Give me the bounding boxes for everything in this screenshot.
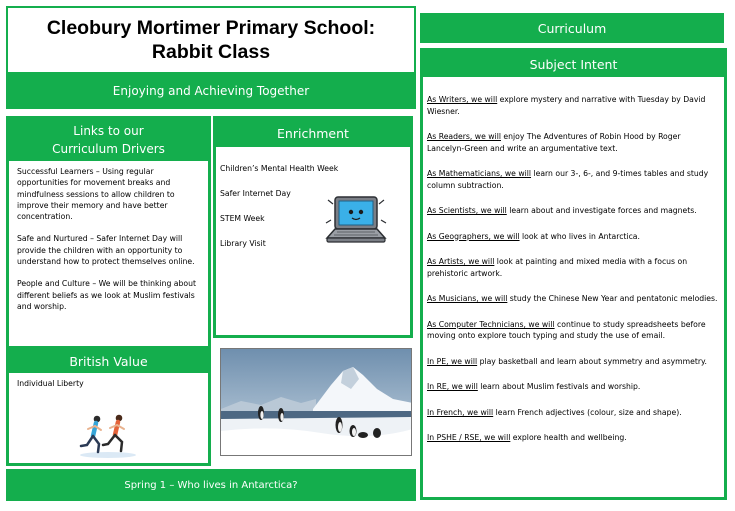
intent-item (427, 293, 718, 305)
page-title-line2: Rabbit Class (151, 41, 271, 63)
intent-text: look at who lives in Antarctica. (519, 231, 640, 241)
curriculum-drivers-panel (6, 116, 211, 349)
intent-lead: As Scientists, we will (427, 206, 507, 215)
intent-item (427, 94, 718, 117)
subject-intent-panel (420, 48, 727, 500)
intent-lead: In PSHE / RSE, we will (427, 433, 511, 442)
intent-item (427, 356, 718, 368)
runners-icon (77, 411, 139, 459)
intent-text: look at painting and mixed media with a focus on prehistoric artwork. (427, 257, 688, 278)
intent-item (427, 256, 718, 279)
curriculum-drivers-heading-line1: Links to our (73, 124, 144, 138)
intent-lead: As Musicians, we will (427, 294, 508, 303)
page-title-line1: Cleobury Mortimer Primary School: (46, 17, 376, 39)
driver-paragraph: Successful Learners – Using regular opportunities for movement breaks and mindfulness sessions to allow children to improve their memory and have better concentration. (17, 167, 175, 222)
page-title (47, 16, 375, 64)
intent-text: continue to study spreadsheets before moving onto explore touch typing and study the use of email. (427, 319, 706, 340)
curriculum-banner: Curriculum (420, 13, 724, 43)
intent-lead: As Computer Technicians, we will (427, 319, 555, 329)
intent-item (427, 205, 718, 217)
intent-item (427, 381, 718, 393)
intent-lead: As Mathematicians, we will (427, 169, 532, 178)
intent-lead: As Geographers, we will (427, 231, 520, 241)
intent-text: learn about and investigate forces and magnets. (506, 206, 697, 215)
british-value-text: Individual Liberty (17, 379, 84, 388)
driver-paragraph: People and Culture – We will be thinking about different beliefs as we look at Muslim festivals and worship. (17, 279, 196, 311)
intent-lead: As Writers, we will (427, 95, 498, 104)
enrichment-item: Children’s Mental Health Week (220, 164, 339, 173)
intent-lead: In PE, we will (427, 356, 478, 366)
title-box (6, 6, 416, 74)
curriculum-drivers-heading (9, 119, 208, 161)
intent-text: explore mystery and narrative with Tuesday by David Wiesner. (427, 95, 706, 116)
british-value-panel (6, 346, 211, 466)
enrichment-heading: Enrichment (216, 119, 410, 147)
intent-text: learn our 3-, 6-, and 9-times tables and study column subtraction. (427, 169, 709, 190)
intent-lead: In French, we will (427, 407, 494, 417)
intent-text: enjoy The Adventures of Robin Hood by Roger Lancelyn-Green and write an argumentative text. (427, 132, 681, 153)
driver-paragraph: Safe and Nurtured – Safer Internet Day will provide the children with an opportunity to understand how to protect themselves online. (17, 234, 195, 267)
topic-banner: Spring 1 – Who lives in Antarctica? (6, 469, 416, 501)
intent-item (427, 168, 718, 191)
enrichment-item: STEM Week (220, 214, 265, 223)
enrichment-item: Safer Internet Day (220, 189, 291, 198)
enrichment-list (220, 163, 338, 263)
intent-text: learn French adjectives (colour, size and shape). (493, 407, 682, 417)
intent-item (427, 319, 718, 342)
curriculum-drivers-heading-line2: Curriculum Drivers (52, 142, 165, 156)
intent-item (427, 131, 718, 154)
motto-banner: Enjoying and Achieving Together (6, 73, 416, 109)
laptop-icon (323, 194, 389, 249)
intent-item (427, 231, 718, 243)
intent-text: play basketball and learn about symmetry and asymmetry. (477, 356, 707, 366)
british-value-heading: British Value (9, 349, 208, 373)
subject-intent-heading: Subject Intent (423, 51, 724, 77)
intent-lead: In RE, we will (427, 382, 478, 391)
intent-text: explore health and wellbeing. (510, 433, 627, 442)
curriculum-drivers-text (17, 166, 204, 323)
subject-intent-list (427, 94, 718, 458)
intent-lead: As Artists, we will (427, 257, 495, 266)
antarctica-photo (220, 348, 412, 456)
intent-item (427, 432, 718, 444)
enrichment-panel (213, 116, 413, 338)
intent-text: study the Chinese New Year and pentatonic melodies. (507, 294, 718, 303)
intent-lead: As Readers, we will (427, 132, 501, 141)
intent-item (427, 407, 718, 419)
enrichment-item: Library Visit (220, 239, 266, 248)
intent-text: learn about Muslim festivals and worship. (477, 382, 641, 391)
